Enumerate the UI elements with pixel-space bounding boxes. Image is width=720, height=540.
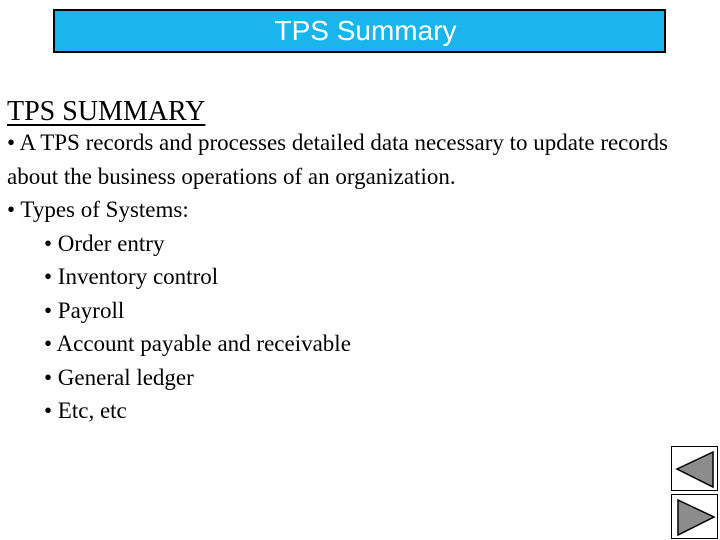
- system-type-item: • Etc, etc: [44, 398, 127, 423]
- tps-definition: • A TPS records and processes detailed data necessary to update records about the business operations of an organization.: [7, 130, 669, 189]
- system-type-item: • General ledger: [44, 364, 194, 390]
- system-type-item: • Account payable and receivable: [44, 331, 351, 356]
- title-banner: [53, 9, 666, 53]
- system-type-item: • Inventory control: [44, 264, 219, 289]
- triangle-right-icon: [672, 495, 719, 540]
- next-slide-button[interactable]: [671, 494, 718, 539]
- triangle-left-icon: [672, 447, 719, 492]
- slide-content: [7, 92, 707, 428]
- system-type-item: • Order entry: [44, 230, 165, 256]
- slide-title: TPS Summary: [274, 15, 457, 46]
- system-type-item: • Payroll: [44, 297, 125, 323]
- previous-slide-button[interactable]: [671, 446, 718, 491]
- types-of-systems-label: • Types of Systems:: [7, 197, 189, 222]
- section-heading: TPS SUMMARY: [7, 96, 206, 127]
